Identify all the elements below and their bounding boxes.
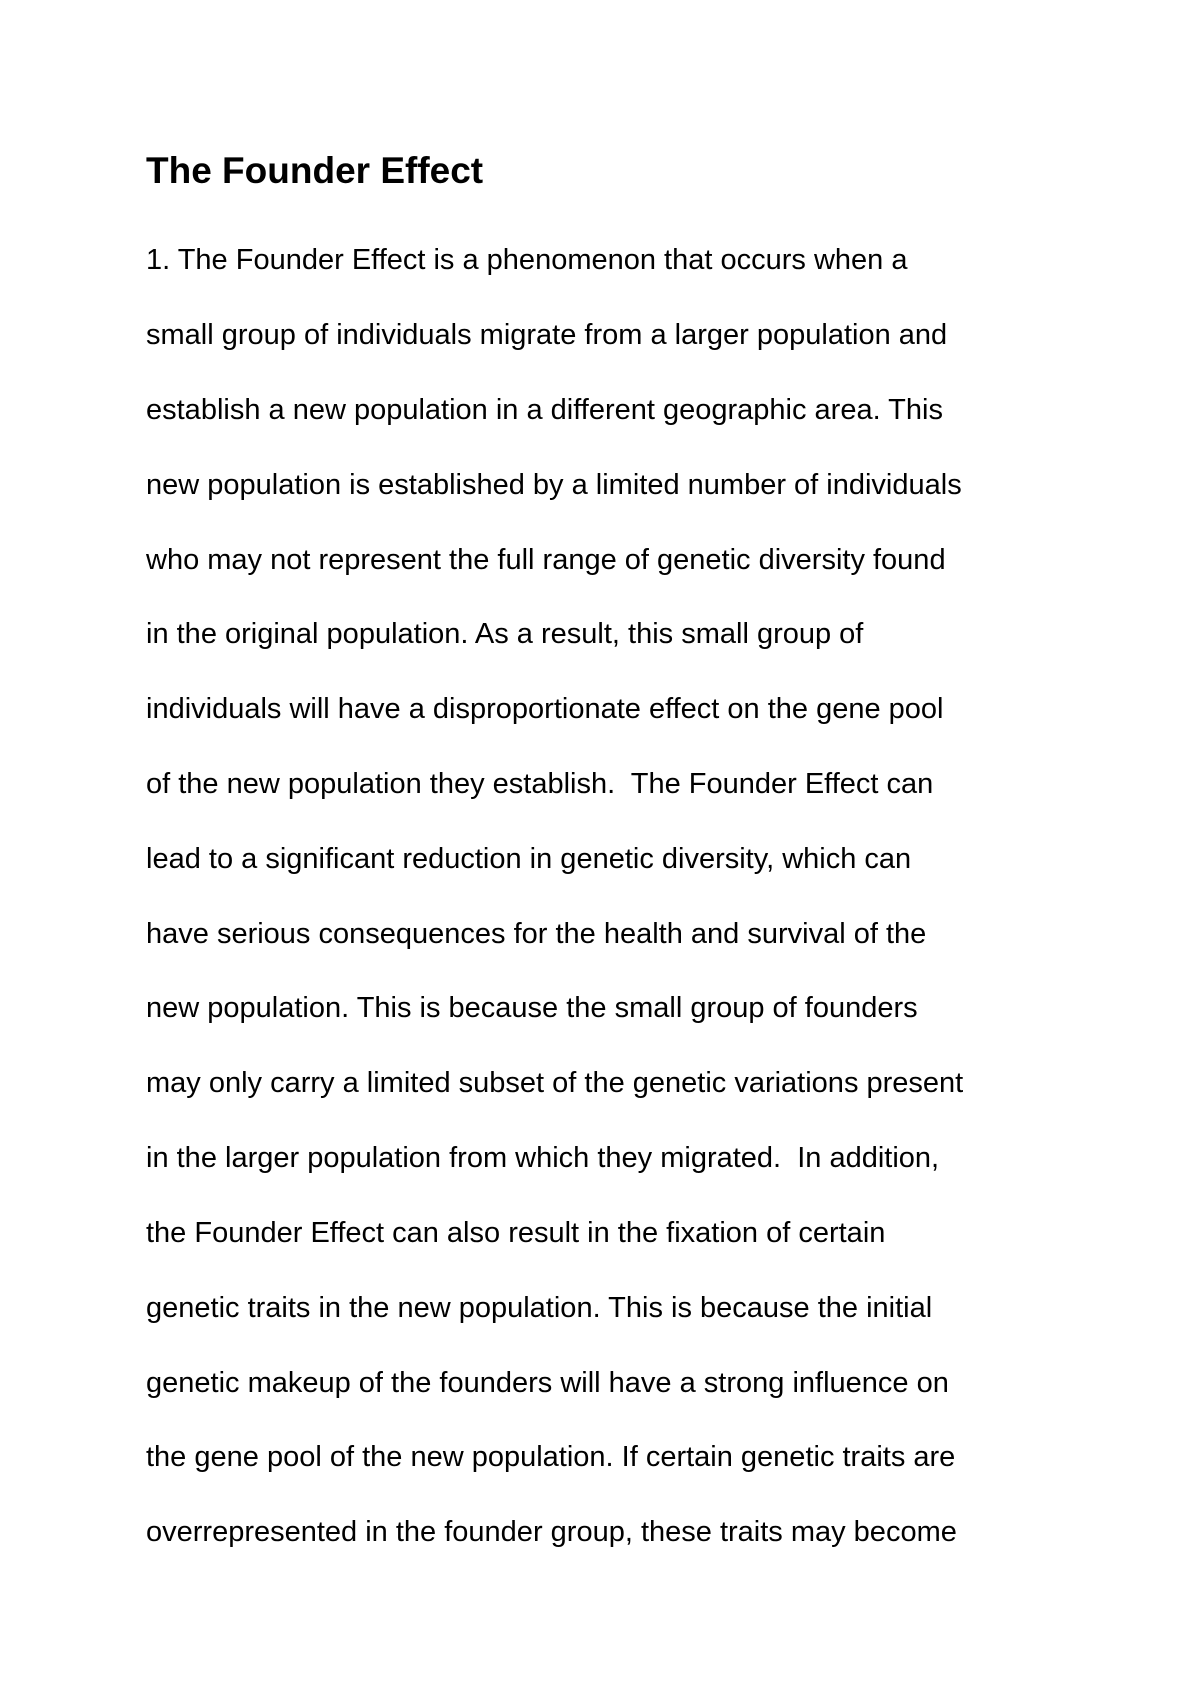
text-line: lead to a significant reduction in genetic diversity, which can bbox=[146, 843, 912, 875]
text-line: in the original population. As a result, this small group of bbox=[146, 618, 864, 650]
text-line: genetic traits in the new population. This is because the initial bbox=[146, 1292, 933, 1324]
text-line: 1. The Founder Effect is a phenomenon that occurs when a bbox=[146, 244, 908, 276]
document-title: The Founder Effect bbox=[146, 150, 484, 191]
text-line: may only carry a limited subset of the genetic variations present bbox=[146, 1067, 964, 1099]
text-line: small group of individuals migrate from a larger population and bbox=[146, 319, 948, 351]
text-line: in the larger population from which they migrated. In addition, bbox=[146, 1142, 940, 1174]
text-line: genetic makeup of the founders will have a strong influence on bbox=[146, 1367, 949, 1399]
text-line: have serious consequences for the health and survival of the bbox=[146, 918, 927, 950]
text-line: who may not represent the full range of genetic diversity found bbox=[146, 544, 946, 576]
text-line: of the new population they establish. The Founder Effect can bbox=[146, 768, 934, 800]
text-line: new population. This is because the small group of founders bbox=[146, 992, 918, 1024]
text-line: new population is established by a limited number of individuals bbox=[146, 469, 962, 501]
text-line: the Founder Effect can also result in the fixation of certain bbox=[146, 1217, 886, 1249]
text-line: individuals will have a disproportionate effect on the gene pool bbox=[146, 693, 944, 725]
text-line: the gene pool of the new population. If certain genetic traits are bbox=[146, 1441, 956, 1473]
text-line: establish a new population in a different geographic area. This bbox=[146, 394, 943, 426]
text-line: overrepresented in the founder group, these traits may become bbox=[146, 1516, 957, 1548]
